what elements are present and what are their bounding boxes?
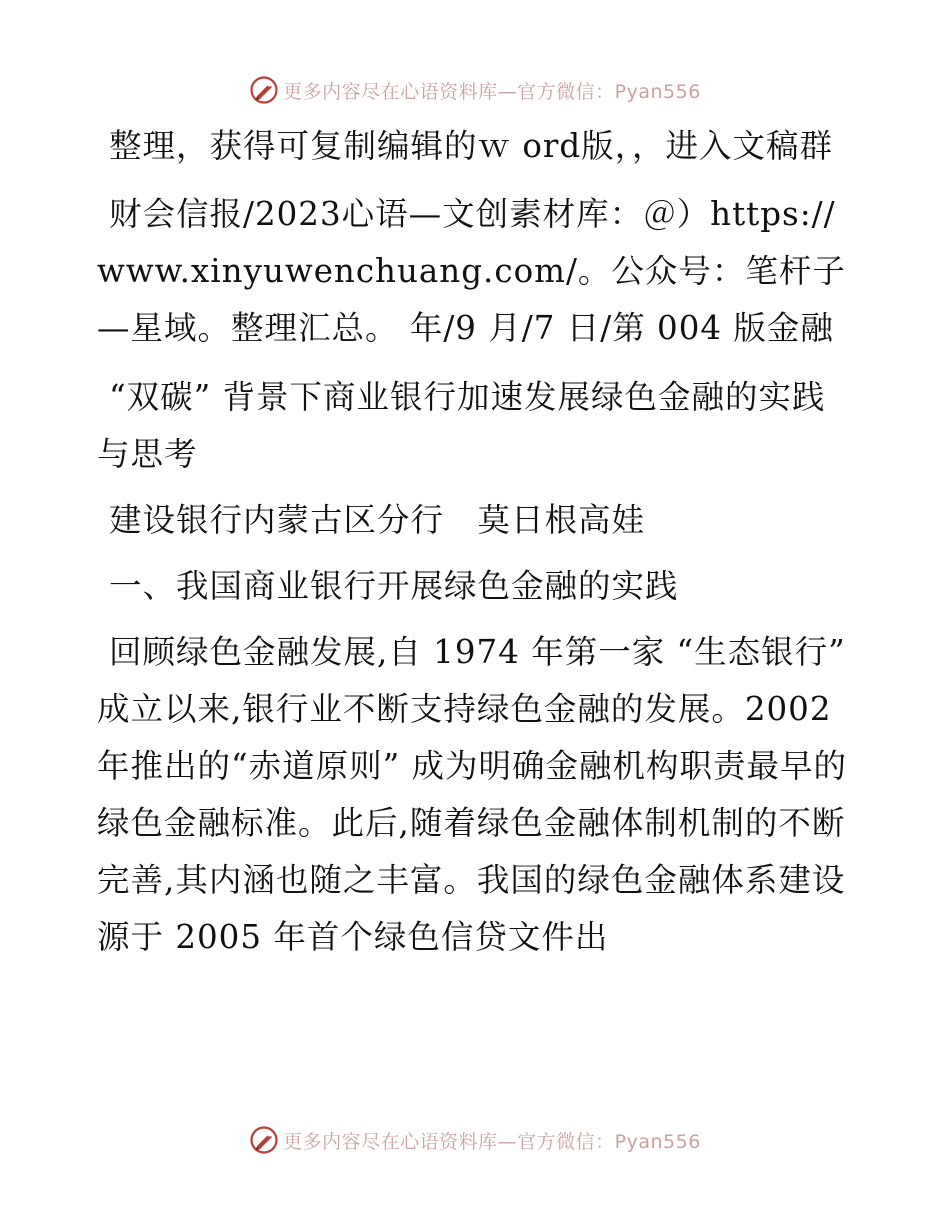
pen-logo-icon: [249, 1125, 279, 1155]
pen-logo-icon: [249, 75, 279, 105]
watermark-text: 更多内容尽在心语资料库—官方微信：Pyan556: [283, 1130, 701, 1153]
section-heading: 一、我国商业银行开展绿色金融的实践: [109, 567, 679, 605]
author-line: 建设银行内蒙古区分行 莫日根高娃: [109, 501, 646, 539]
paragraph-intro: 整理，获得可复制编辑的ｗ ord版，，进入文稿群: [109, 127, 833, 165]
watermark-footer: [0, 1120, 950, 1160]
watermark-header: [0, 70, 950, 110]
body-paragraph: 回顾绿色金融发展,自 1974 年第一家 “生态银行” 成立以来,银行业不断支持绿色金融的发展。2002 年推出的“赤道原则” 成为明确金融机构职责最早的绿色金融标准。此后,随着绿色金融体制机制的不断完善,其内涵也随之丰富。我国的绿色金融体系建设源于 2005 年首个绿色信贷文件出: [97, 633, 866, 956]
document-body: [97, 118, 866, 966]
watermark-text: 更多内容尽在心语资料库—官方微信：Pyan556: [283, 80, 701, 103]
paragraph-source: 财会信报/2023心语—文创素材库：＠）https://www.xinyuwenchuang.com/。公众号：笔杆子—星域。整理汇总。 年/9 月/7 日/第 004 版金融: [97, 195, 846, 347]
article-title: “双碳” 背景下商业银行加速发展绿色金融的实践与思考: [97, 378, 826, 473]
